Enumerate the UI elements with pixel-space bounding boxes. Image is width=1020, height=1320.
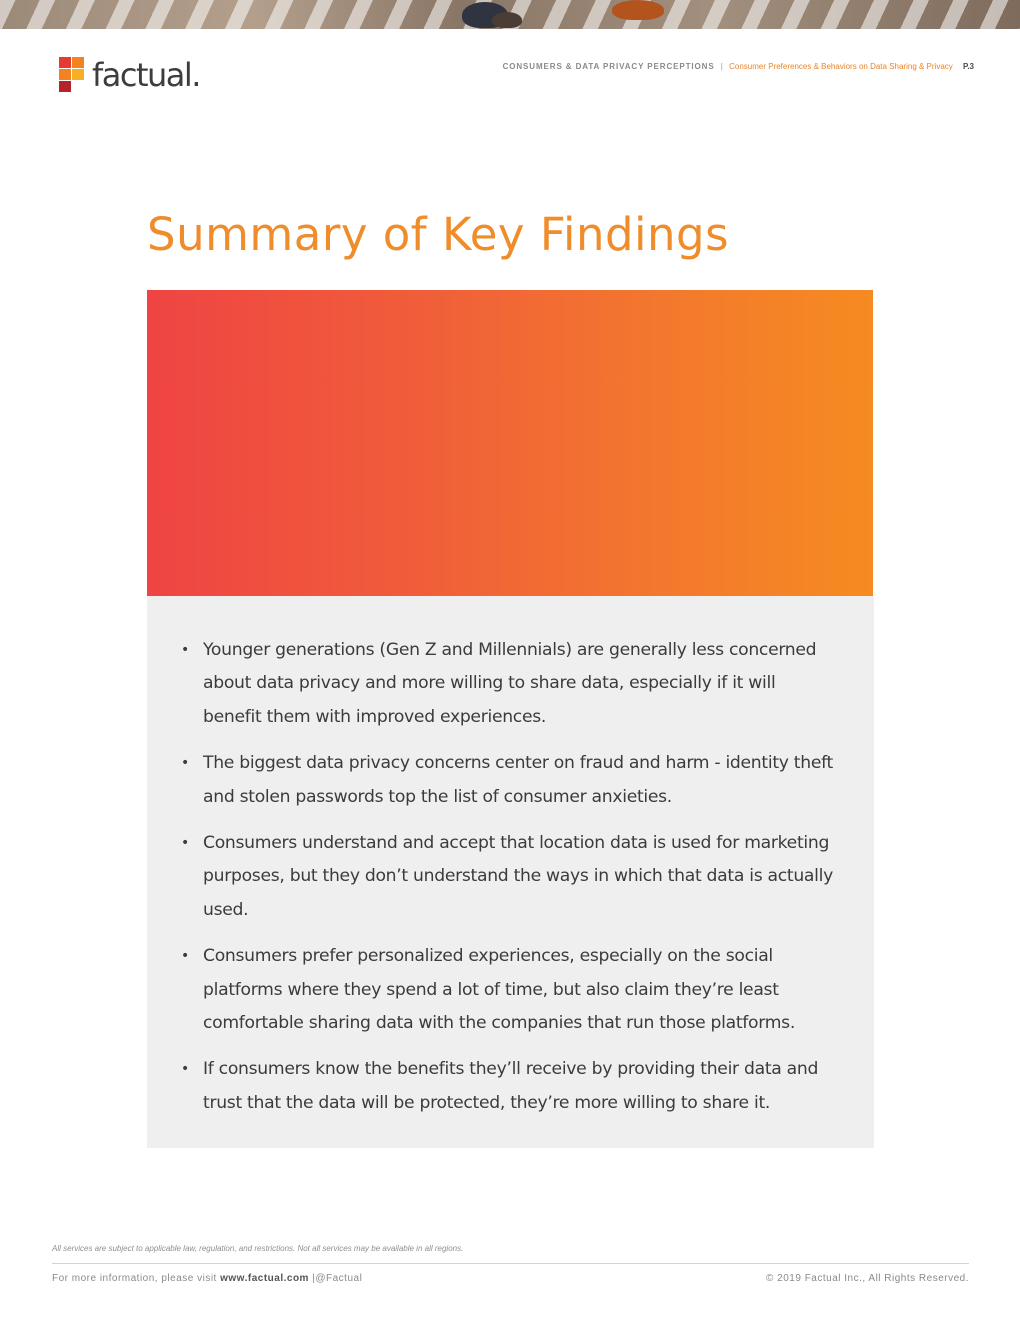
factual-logo-mark-icon	[59, 57, 85, 93]
header-photo-banner	[0, 0, 1020, 29]
finding-item	[181, 747, 834, 814]
bullet-icon: •	[181, 642, 189, 658]
bullet-icon: •	[181, 835, 189, 852]
legal-disclaimer: All services are subject to applicable law, regulation, and restrictions. Not all services may be available in all regions.	[52, 1244, 464, 1253]
header-separator: |	[720, 62, 723, 71]
finding-text: The biggest data privacy concerns center on fraud and harm - identity theft and stolen passwords top the list of consumer anxieties.	[203, 753, 833, 807]
finding-item	[181, 634, 834, 734]
finding-text: If consumers know the benefits they’ll receive by providing their data and trust that the data will be protected, they’re more willing to share it.	[203, 1059, 819, 1113]
bullet-icon: •	[181, 948, 189, 965]
page-number: P.3	[963, 62, 974, 71]
bullet-icon: •	[181, 755, 189, 772]
factual-logo[interactable]	[59, 57, 200, 93]
footer-info-prefix: For more information, please visit	[52, 1273, 217, 1284]
running-header	[503, 62, 974, 72]
finding-item	[181, 940, 834, 1040]
key-findings-panel	[147, 596, 874, 1148]
finding-text: Younger generations (Gen Z and Millennials) are generally less concerned about data privacy and more willing to share data, especially if it will benefit them with improved experiences.	[203, 640, 817, 727]
logo-wordmark: factual.	[92, 56, 200, 94]
finding-item	[181, 827, 834, 927]
social-handle-link[interactable]: @Factual	[315, 1273, 363, 1284]
footer-contact	[52, 1273, 362, 1284]
footer-divider-text: |	[312, 1273, 316, 1284]
copyright-notice: © 2019 Factual Inc., All Rights Reserved.	[766, 1273, 969, 1284]
pedestrian-figure	[612, 0, 664, 20]
finding-item	[181, 1053, 834, 1120]
finding-text: Consumers prefer personalized experiences, especially on the social platforms where they spend a lot of time, but also claim they’re least comfortable sharing data with the companies that run those platforms.	[203, 946, 795, 1034]
website-link[interactable]: www.factual.com	[220, 1273, 309, 1284]
section-title: Consumer Preferences & Behaviors on Data Sharing & Privacy	[729, 62, 953, 71]
report-title: CONSUMERS & DATA PRIVACY PERCEPTIONS	[502, 62, 715, 71]
findings-list	[147, 596, 874, 1120]
gradient-hero-block	[147, 290, 873, 596]
finding-text: Consumers understand and accept that location data is used for marketing purposes, but they don’t understand the ways in which that data is actually used.	[203, 833, 833, 920]
bullet-icon: •	[181, 1061, 189, 1078]
page-title: Summary of Key Findings	[147, 208, 730, 261]
pedestrian-figure	[492, 12, 522, 28]
footer-divider	[52, 1263, 969, 1264]
